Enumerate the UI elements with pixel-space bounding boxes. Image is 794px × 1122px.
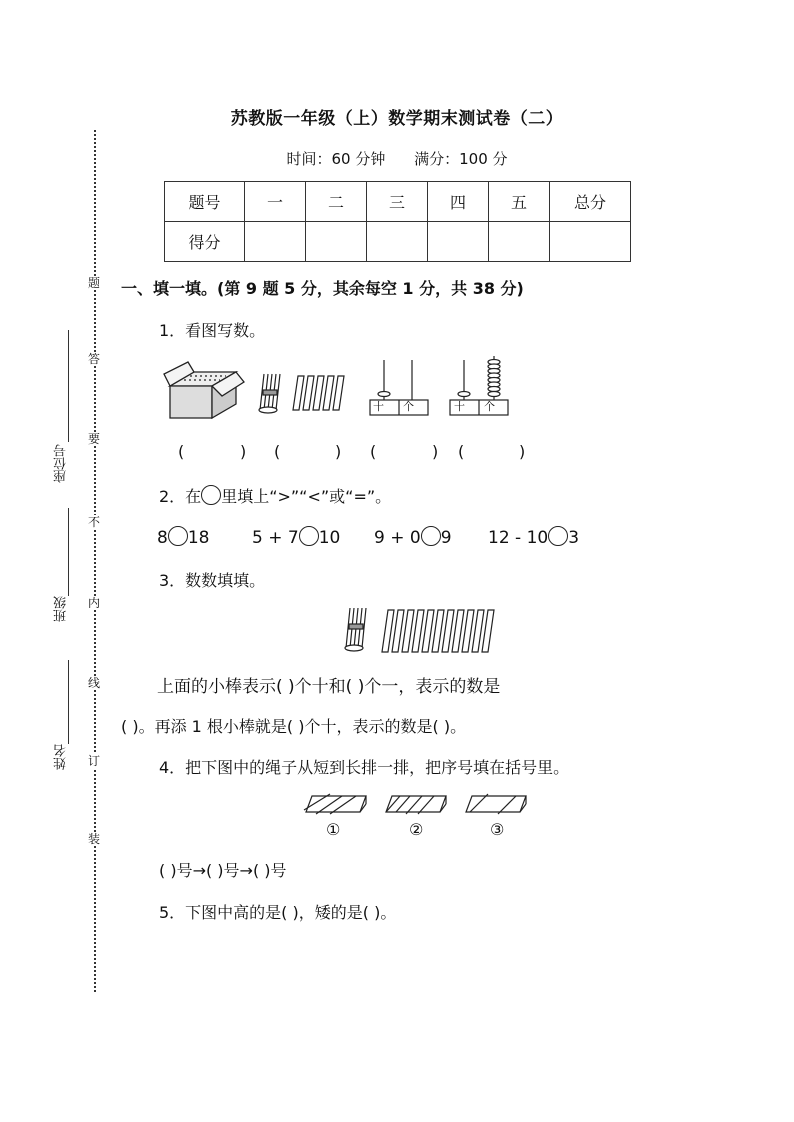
score-cell: 题号: [165, 182, 245, 222]
answer-bracket-open: (: [274, 442, 281, 461]
question-2-label-b: 里填上“>”“<”或“=”。: [221, 487, 392, 506]
name-line[interactable]: [68, 660, 69, 744]
question-3-line-1: 上面的小棒表示( )个十和( )个一，表示的数是: [157, 677, 501, 697]
notice-char: 装: [87, 832, 100, 846]
comparison-item: [157, 526, 209, 548]
question-1-figures: [160, 352, 540, 427]
comparison-item: [374, 526, 452, 548]
page-title: 苏教版一年级（上）数学期末测试卷（二）: [230, 109, 564, 129]
comparison-circle[interactable]: [168, 526, 188, 546]
comparison-right: 10: [318, 528, 341, 548]
answer-bracket-close: ): [432, 442, 439, 461]
abacus-1-tens-label: 十: [373, 400, 384, 413]
abacus-2-ones-label: 个: [484, 400, 495, 413]
comparison-right: 3: [568, 528, 580, 548]
score-cell: 五: [489, 182, 550, 222]
score-cell: 四: [428, 182, 489, 222]
notice-char: 订: [87, 754, 100, 768]
seat-number-label: 座位号: [54, 444, 69, 483]
comparison-left: 8: [157, 528, 168, 548]
question-3-line-2: ( )。再添 1 根小棒就是( )个十，表示的数是( )。: [121, 717, 467, 736]
comparison-circle[interactable]: [548, 526, 568, 546]
score-table-header-row: [165, 182, 631, 222]
score-input-cell[interactable]: [367, 222, 428, 262]
score-cell: 三: [367, 182, 428, 222]
question-2-label-a: 2．在: [159, 487, 202, 506]
score-input-cell[interactable]: [306, 222, 367, 262]
notice-char: 内: [87, 596, 100, 610]
question-1-label: 1．看图写数。: [159, 321, 266, 340]
abacus-1-ones-label: 个: [403, 400, 414, 413]
binding-dotted-line: [94, 130, 96, 992]
loose-sticks-image: [293, 376, 344, 410]
notice-char: 要: [87, 432, 100, 446]
question-4-ropes-image: [300, 790, 540, 818]
class-label: 班级: [54, 596, 69, 622]
answer-bracket-close: ): [519, 442, 526, 461]
section-1-title: 一、填一填。(第 9 题 5 分，其余每空 1 分，共 38 分): [121, 279, 524, 298]
comparison-item: [488, 526, 579, 548]
full-score: 满分：100 分: [414, 150, 508, 168]
comparison-right: 18: [187, 528, 210, 548]
question-4-label: 4．把下图中的绳子从短到长排一排，把序号填在括号里。: [159, 758, 570, 777]
answer-bracket-open: (: [178, 442, 185, 461]
class-line[interactable]: [68, 508, 69, 596]
score-cell: 总分: [550, 182, 631, 222]
notice-char: 题: [87, 276, 100, 290]
rope-number: ①: [326, 820, 341, 839]
score-cell: 一: [245, 182, 306, 222]
comparison-right: 9: [440, 528, 452, 548]
score-input-cell[interactable]: [550, 222, 631, 262]
comparison-item: [252, 526, 340, 548]
score-cell: 得分: [165, 222, 245, 262]
rope-number: ②: [409, 820, 424, 839]
comparison-circle[interactable]: [421, 526, 441, 546]
score-table-score-row: [165, 222, 631, 262]
score-table: [164, 181, 631, 262]
answer-bracket-close: ): [240, 442, 247, 461]
notice-char: 不: [87, 515, 100, 529]
score-cell: 二: [306, 182, 367, 222]
stick-box-image: [164, 362, 244, 418]
time-limit: 时间：60 分钟: [286, 150, 386, 168]
seat-number-line[interactable]: [68, 330, 69, 442]
question-2-label: [159, 484, 391, 507]
score-input-cell[interactable]: [245, 222, 306, 262]
stick-bundle-image: [259, 374, 280, 413]
comparison-left: 9 + 0: [374, 528, 421, 548]
name-label: 姓名: [54, 744, 69, 770]
rope-number: ③: [490, 820, 505, 839]
notice-char: 线: [87, 676, 100, 690]
question-4-answer: ( )号→( )号→( )号: [159, 861, 287, 880]
answer-bracket-close: ): [335, 442, 342, 461]
comparison-left: 12 - 10: [488, 528, 549, 548]
question-5-label: 5．下图中高的是( )，矮的是( )。: [159, 903, 397, 922]
question-3-label: 3．数数填填。: [159, 571, 266, 590]
circle-blank-icon: [201, 485, 221, 505]
score-input-cell[interactable]: [489, 222, 550, 262]
comparison-circle[interactable]: [299, 526, 319, 546]
abacus-2-tens-label: 十: [454, 400, 465, 413]
comparison-left: 5 + 7: [252, 528, 299, 548]
answer-bracket-open: (: [370, 442, 377, 461]
question-3-sticks-image: [340, 604, 500, 656]
notice-char: 答: [87, 352, 100, 366]
score-input-cell[interactable]: [428, 222, 489, 262]
answer-bracket-open: (: [458, 442, 465, 461]
exam-info: [0, 148, 794, 169]
